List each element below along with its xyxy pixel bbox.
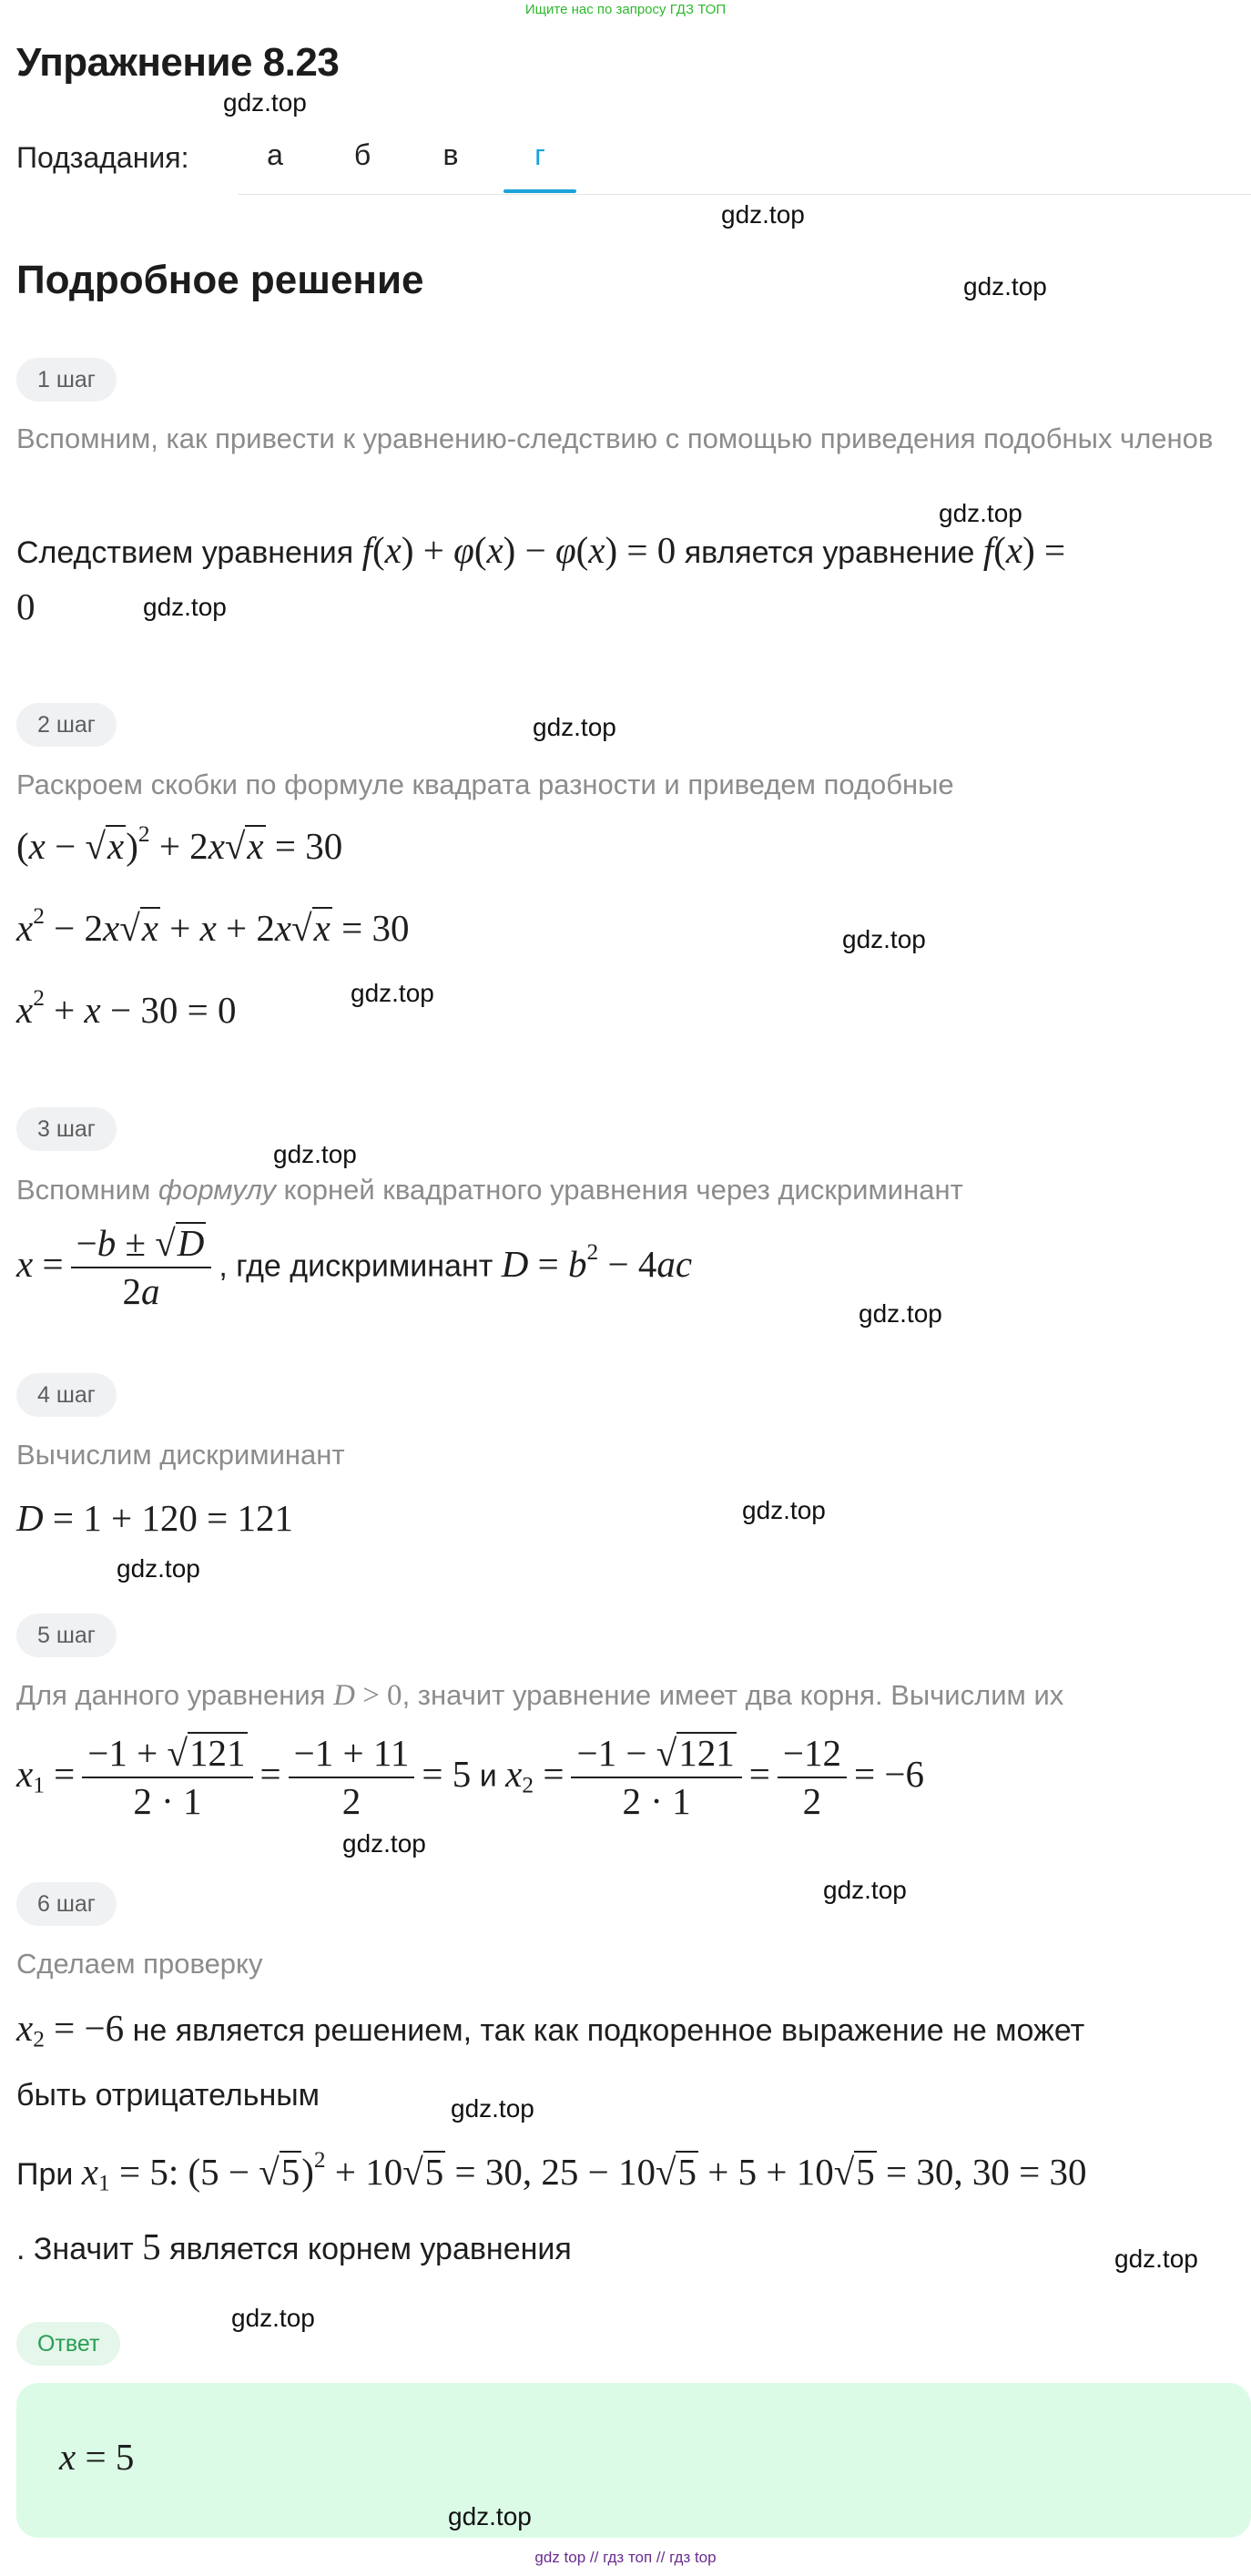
step-6-statement: $x_2 = -6$ не является решением, так как подкоренное выражение не может [16, 2007, 1085, 2052]
page-title: Упражнение 8.23 [16, 40, 340, 85]
step-1-badge: 1 шаг [16, 358, 117, 402]
step-5-hint: Для данного уравнения D > 0, значит уравнение имеет два корня. Вычислим их [16, 1679, 1064, 1712]
step-5-badge: 5 шаг [16, 1614, 117, 1657]
step-6-badge: 6 шаг [16, 1882, 117, 1926]
watermark: gdz.top [963, 272, 1047, 300]
step-4-badge: 4 шаг [16, 1373, 117, 1417]
watermark: gdz.top [451, 2094, 534, 2123]
watermark: gdz.top [143, 593, 227, 621]
equation-line: D = 1 + 120 = 121 [16, 1497, 293, 1539]
step-1-equation-end: 0 [16, 585, 36, 627]
quadratic-formula: x = $\frac{-b \pm √D}{2a}$ , где дискриминант $D = b^2 - 4ac$ [16, 1222, 693, 1313]
watermark: gdz.top [721, 200, 805, 229]
watermark: gdz.top [939, 499, 1022, 527]
subtasks-label: Подзадания: [16, 141, 189, 174]
watermark: gdz.top [533, 713, 616, 741]
step-6-hint: Сделаем проверку [16, 1948, 263, 1980]
step-2-badge: 2 шаг [16, 703, 117, 747]
watermark: gdz.top [842, 925, 926, 953]
watermark: gdz.top [273, 1140, 357, 1168]
step-1-hint: Вспомним, как привести к уравнению-следствию с помощью приведения подобных членов [16, 423, 1214, 454]
watermark: gdz.top [742, 1496, 826, 1524]
verification-conclusion: . Значит 5 является корнем уравнения [16, 2225, 572, 2267]
step-4-hint: Вычислим дискриминант [16, 1439, 345, 1471]
watermark: gdz.top [223, 88, 307, 117]
tab-b[interactable]: б [353, 138, 371, 171]
step-3-hint: Вспомним формулу корней квадратного уравнения через дискриминант [16, 1174, 963, 1206]
answer-badge: Ответ [16, 2322, 120, 2366]
step-2-hint: Раскроем скобки по формуле квадрата разности и приведем подобные [16, 769, 954, 800]
watermark: gdz.top [448, 2502, 532, 2530]
active-tab-indicator [503, 189, 576, 193]
tab-v[interactable]: в [442, 138, 459, 171]
equation: f(x) + φ(x) − φ(x) = 0 [361, 529, 676, 571]
answer-box [16, 2383, 1251, 2538]
equation-line: $(x - √x)^2 + 2x√x = 30$ [16, 820, 343, 867]
answer-value: x = 5 [59, 2436, 135, 2478]
watermark: gdz.top [823, 1876, 907, 1904]
watermark: gdz.top [231, 2304, 315, 2332]
footer-links: gdz top // гдз топ // гдз top [534, 2549, 717, 2566]
solution-heading: Подробное решение [16, 258, 424, 302]
tabs-divider [239, 194, 1251, 195]
tab-g[interactable]: г [534, 138, 545, 171]
watermark: gdz.top [351, 979, 434, 1007]
watermark: gdz.top [342, 1829, 426, 1858]
tab-a[interactable]: а [267, 138, 283, 171]
verification-line: При $x_1 = 5$: $(5 - √5)^2 + 10√5 = 30$, 25 − 10√5 + 5 + 10√5 = 30, 30 = 30 [16, 2146, 1087, 2196]
watermark: gdz.top [117, 1554, 200, 1583]
watermark: gdz.top [1114, 2245, 1198, 2273]
step-1-statement: Следствием уравнения f(x) + φ(x) − φ(x) = 0 является уравнение f(x) = [16, 529, 1066, 571]
equation-line: $x^2 + x - 30 = 0$ [16, 984, 237, 1031]
watermark: gdz.top [859, 1299, 942, 1328]
step-6-statement-cont: быть отрицательным [16, 2078, 320, 2113]
step-3-badge: 3 шаг [16, 1107, 117, 1151]
equation-line: $x^2 - 2x√x + x + 2x√x = 30$ [16, 902, 410, 949]
roots-computation: $x_1$ = $\frac{-1 + √121}{2 \cdot 1}$ = $\frac{-1 + 11}{2}$ = 5 и $x_2$ = $\frac{-1 - √121}{2 \cdot 1}$ = $\frac{-12}{2}$ = −6 [16, 1732, 924, 1823]
promo-banner: Ищите нас по запросу ГДЗ ТОП [524, 2, 727, 17]
